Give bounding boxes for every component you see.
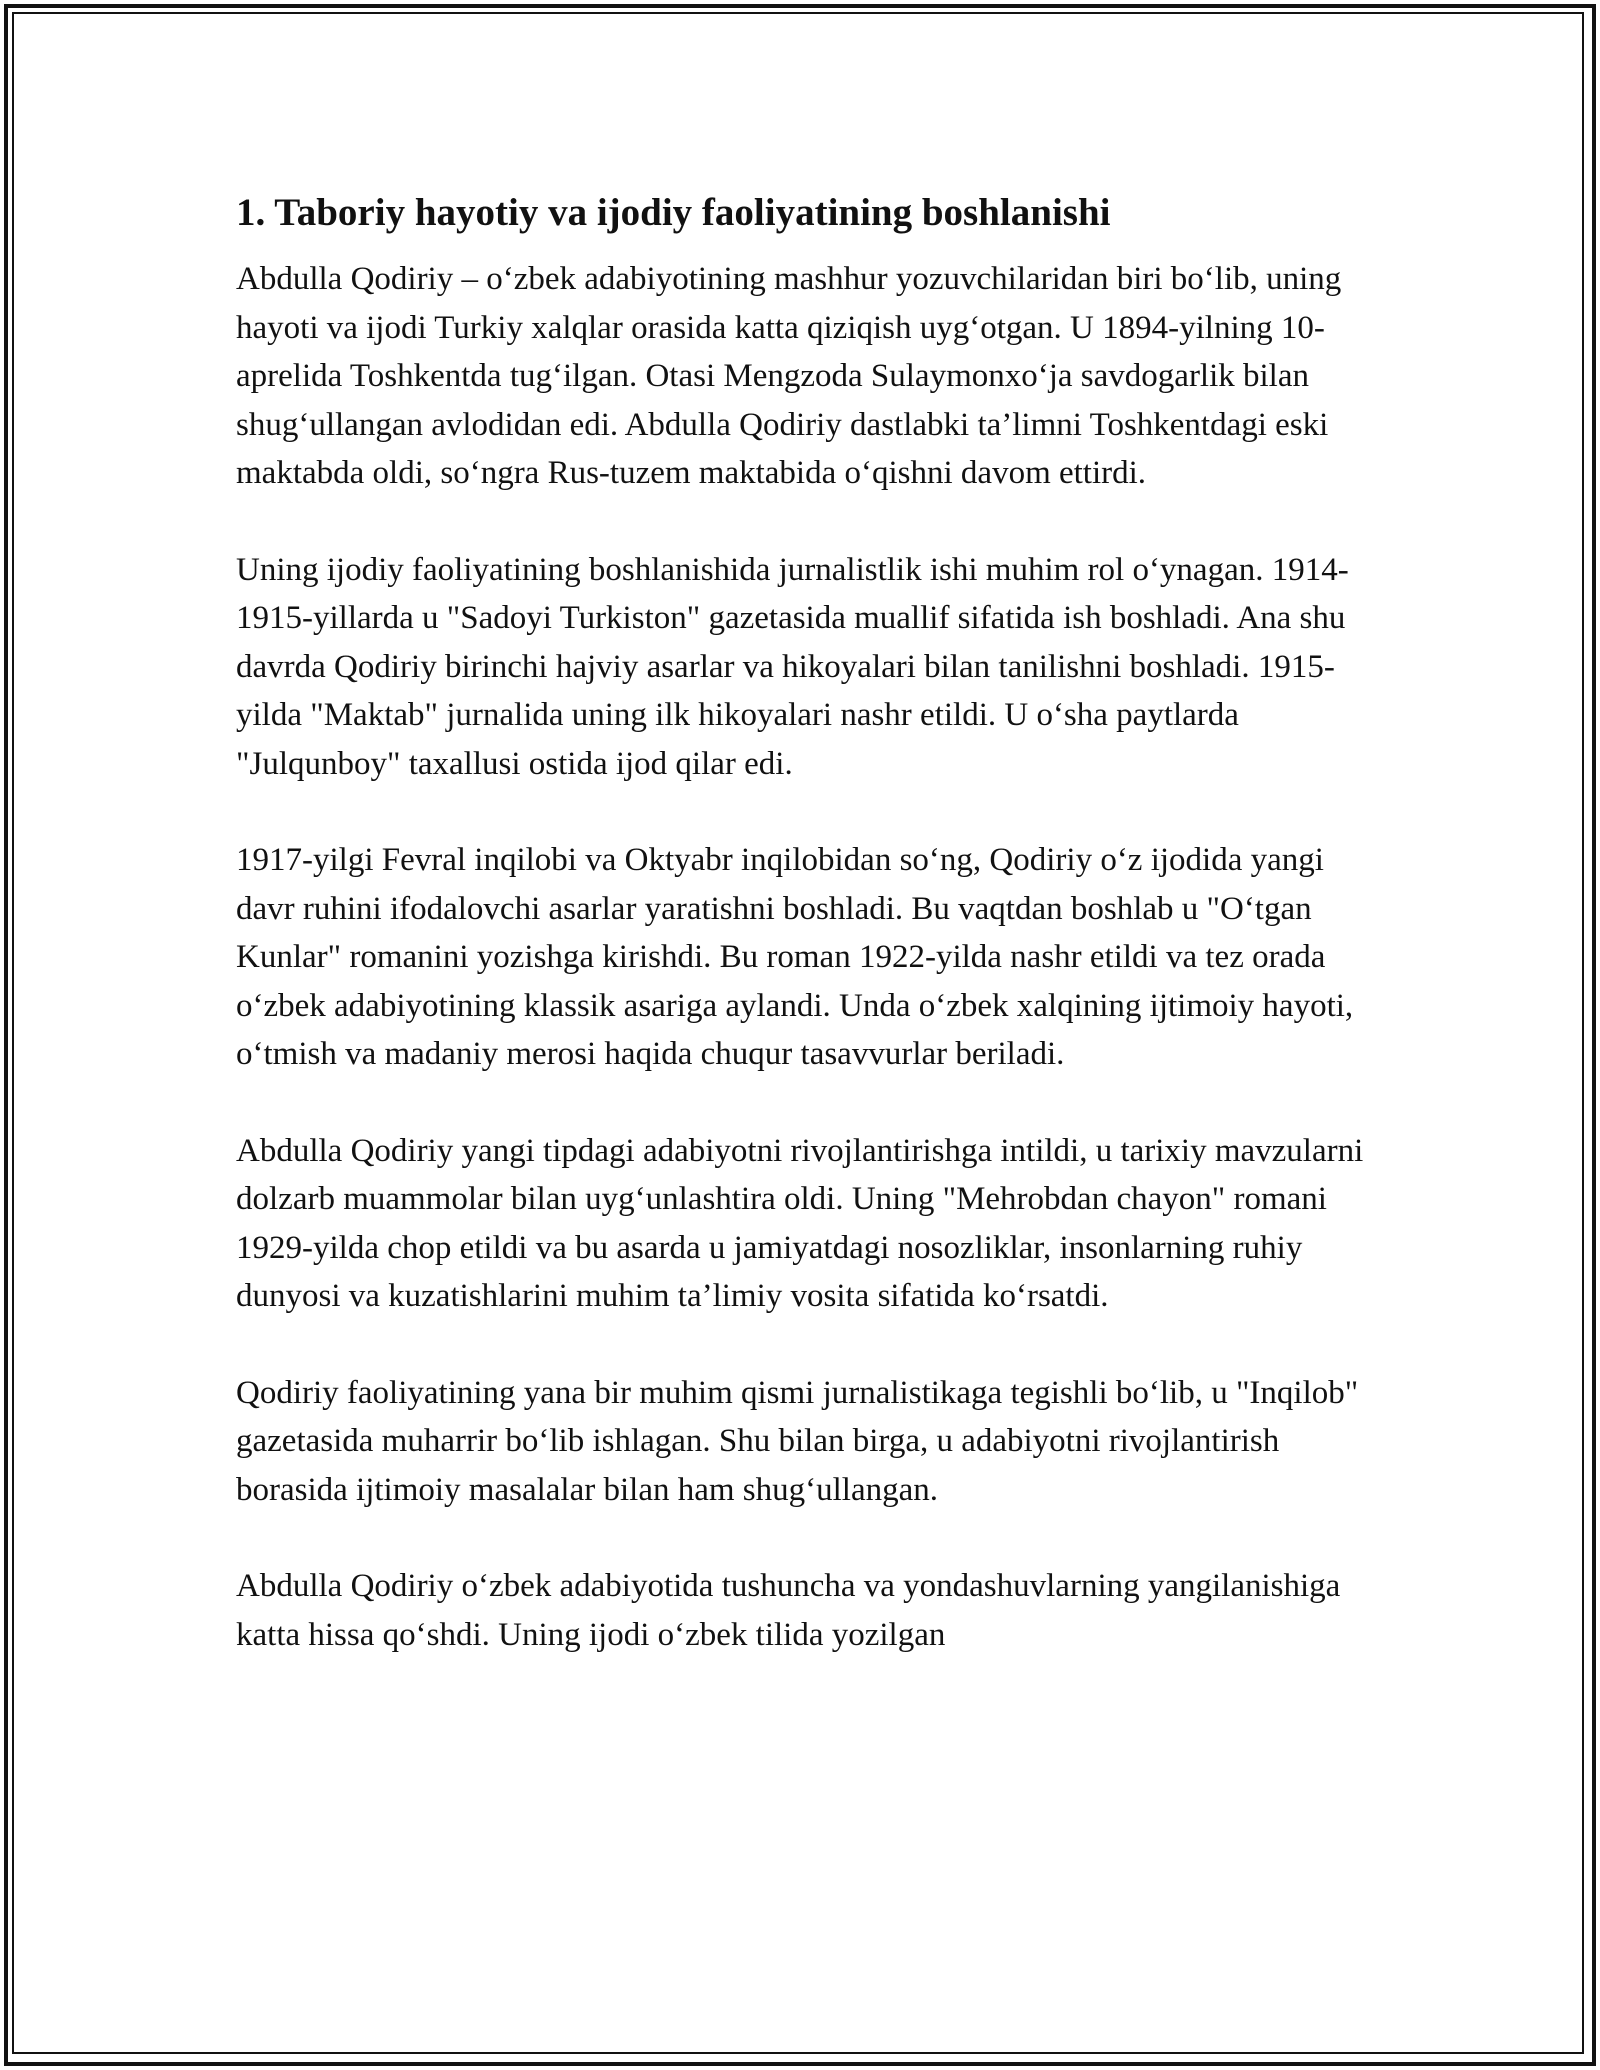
paragraph-1: Abdulla Qodiriy – o‘zbek adabiyotining mashhur yozuvchilaridan biri bo‘lib, uning hayoti va ijodi Turkiy xalqlar orasida katta qiziqish uyg‘otgan. U 1894-yilning 10-aprelida Toshkentda tug‘ilgan. Otasi Mengzoda Sulaymonxo‘ja savdogarlik bilan shug‘ullangan avlodidan edi. Abdulla Qodiriy dastlabki ta’limni Toshkentdagi eski maktabda oldi, so‘ngra Rus-tuzem maktabida o‘qishni davom ettirdi. — [236, 261, 1342, 491]
paragraph-4: Abdulla Qodiriy yangi tipdagi adabiyotni rivojlantirishga intildi, u tarixiy mavzularni dolzarb muammolar bilan uyg‘unlashtira oldi. Uning "Mehrobdan chayon" romani 1929-yilda chop etildi va bu asarda u jamiyatdagi nosozliklar, insonlarning ruhiy dunyosi va kuzatishlarini muhim ta’limiy vosita sifatida ko‘rsatdi. — [236, 1132, 1364, 1314]
paragraph-6: Abdulla Qodiriy o‘zbek adabiyotida tushuncha va yondashuvlarning yangilanishiga katta hissa qo‘shdi. Uning ijodi o‘zbek tilida yozilgan — [236, 1568, 1341, 1653]
paragraph-5: Qodiriy faoliyatining yana bir muhim qismi jurnalistikaga tegishli bo‘lib, u "Inqilob" gazetasida muharrir bo‘lib ishlagan. Shu bilan birga, u adabiyotni rivojlantirish borasida ijtimoiy masalalar bilan ham shug‘ullangan. — [236, 1374, 1359, 1508]
paragraph-3: 1917-yilgi Fevral inqilobi va Oktyabr inqilobidan so‘ng, Qodiriy o‘z ijodida yangi davr ruhini ifodalovchi asarlar yaratishni boshladi. Bu vaqtdan boshlab u "O‘tgan Kunlar" romanini yozishga kirishdi. Bu roman 1922-yilda nashr etildi va tez orada o‘zbek adabiyotining klassik asariga aylandi. Unda o‘zbek xalqining ijtimoiy hayoti, o‘tmish va madaniy merosi haqida chuqur tasavvurlar beriladi. — [236, 842, 1354, 1072]
paragraph-2: Uning ijodiy faoliyatining boshlanishida jurnalistlik ishi muhim rol o‘ynagan. 1914-1915-yillarda u "Sadoyi Turkiston" gazetasida muallif sifatida ish boshladi. Ana shu davrda Qodiriy birinchi hajviy asarlar va hikoyalari bilan tanilishni boshladi. 1915-yilda "Maktab" jurnalida uning ilk hikoyalari nashr etildi. U o‘sha paytlarda "Julqunboy" taxallusi ostida ijod qilar edi. — [236, 551, 1349, 782]
section-heading: 1. Taboriy hayotiy va ijodiy faoliyatining boshlanishi — [236, 191, 1111, 234]
document-body — [236, 185, 1376, 1659]
